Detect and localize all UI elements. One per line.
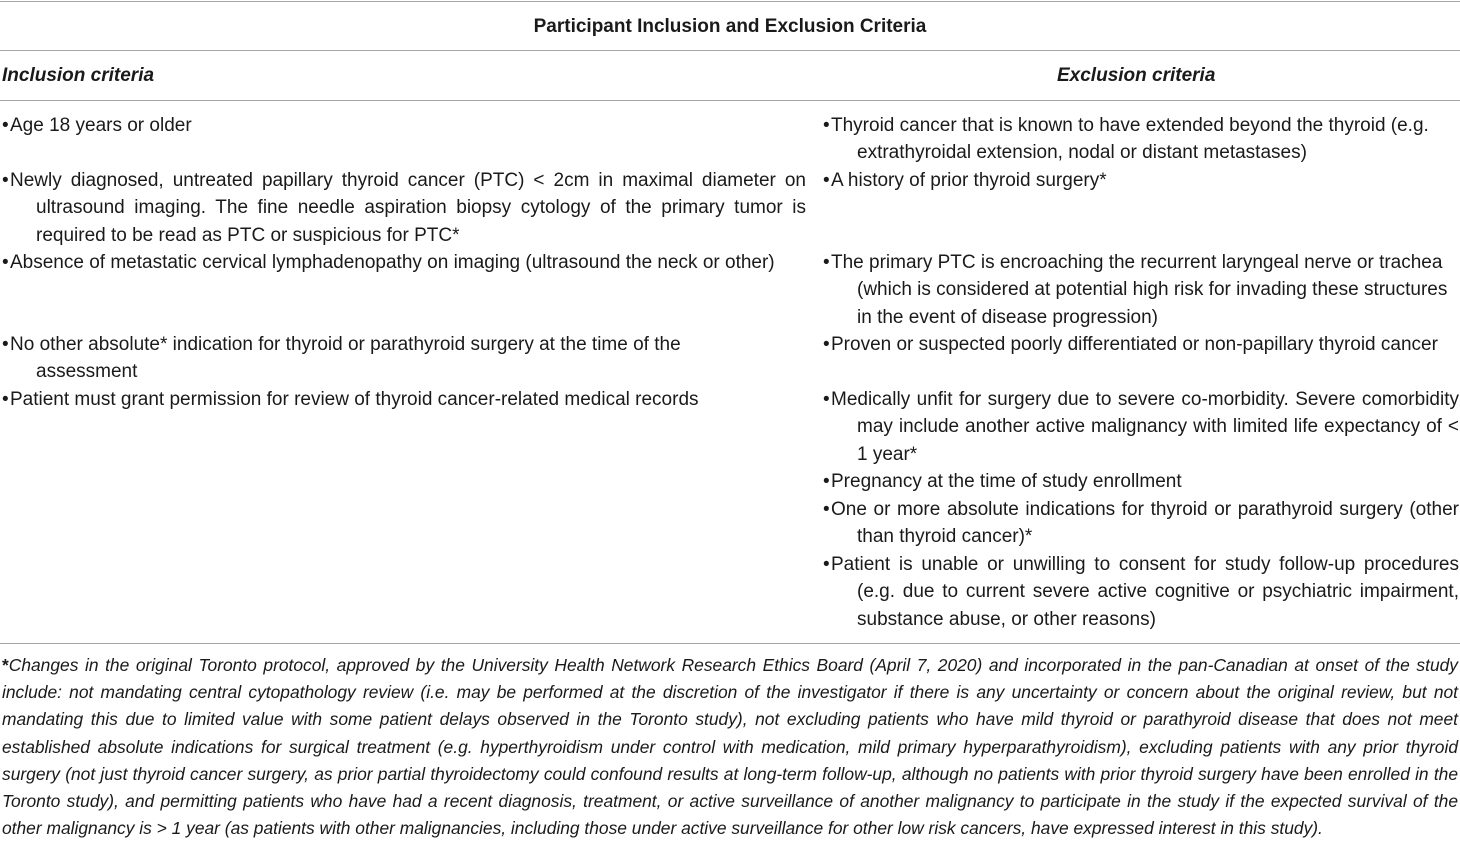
exclusion-item: [823, 496, 1459, 551]
inclusion-item-text: No other absolute* indication for thyroid or parathyroid surgery at the time of the assessment: [10, 334, 681, 383]
exclusion-item: [823, 386, 1459, 468]
exclusion-item-text: A history of prior thyroid surgery*: [831, 170, 1107, 191]
top-rule: [0, 1, 1460, 2]
exclusion-item-text: Pregnancy at the time of study enrollment: [831, 471, 1182, 492]
exclusion-item-text: Thyroid cancer that is known to have extended beyond the thyroid (e.g. extrathyroidal extension, nodal or distant metastases): [831, 115, 1429, 164]
bullet: •: [823, 499, 830, 520]
exclusion-item: [823, 167, 1459, 194]
title-rule: [0, 50, 1460, 51]
exclusion-item-text: One or more absolute indications for thyroid or parathyroid surgery (other than thyroid cancer)*: [831, 499, 1459, 548]
inclusion-item-text: Newly diagnosed, untreated papillary thyroid cancer (PTC) < 2cm in maximal diameter on ultrasound imaging. The fine needle aspiration biopsy cytology of the primary tumor is required to be read as PTC or suspicious for PTC*: [10, 170, 806, 246]
bullet: •: [823, 389, 830, 410]
header-rule: [0, 100, 1460, 101]
inclusion-item-text: Patient must grant permission for review of thyroid cancer-related medical records: [10, 389, 699, 410]
footnote-marker: *: [2, 655, 9, 675]
inclusion-header: Inclusion criteria: [2, 65, 155, 86]
bullet: •: [823, 252, 830, 273]
exclusion-item-text: The primary PTC is encroaching the recurrent laryngeal nerve or trachea (which is considered at potential high risk for invading these structures in the event of disease progression): [831, 252, 1448, 328]
inclusion-item: [2, 112, 806, 139]
bullet: •: [823, 554, 830, 575]
footnote-rule: [0, 643, 1460, 644]
bullet: •: [2, 170, 9, 191]
inclusion-item: [2, 167, 806, 249]
exclusion-item: [823, 551, 1459, 633]
exclusion-item-text: Proven or suspected poorly differentiated or non-papillary thyroid cancer: [831, 334, 1438, 355]
table-footnote: [2, 652, 1458, 842]
exclusion-item: [823, 112, 1459, 167]
bullet: •: [823, 115, 830, 136]
bullet: •: [2, 252, 9, 273]
exclusion-item-text: Medically unfit for surgery due to severe co-morbidity. Severe comorbidity may include another active malignancy with limited life expectancy of < 1 year*: [831, 389, 1459, 465]
footnote-text: Changes in the original Toronto protocol, approved by the University Health Network Research Ethics Board (April 7, 2020) and incorporated in the pan-Canadian at onset of the study include: not mandating central cytopathology review (i.e. may be performed at the discretion of the investigator if there is any uncertainty or concern about the original review, but not mandating this due to limited value with some patient delays observed in the Toronto study), not excluding patients who have mild thyroid or parathyroid disease that does not meet established absolute indications for surgical treatment (e.g. hyperthyroidism under control with medication, mild primary hyperparathyroidism), excluding patients with any prior thyroid surgery (not just thyroid cancer surgery, as prior partial thyroidectomy could confound results at long-term follow-up, although no patients with prior thyroid surgery have been enrolled in the Toronto study), and permitting patients who have had a recent diagnosis, treatment, or active surveillance of another malignancy to participate in the study if the expected survival of the other malignancy is > 1 year (as patients with other malignancies, including those under active surveillance for other low risk cancers, have expressed interest in this study).: [2, 655, 1458, 839]
inclusion-item-text: Age 18 years or older: [10, 115, 192, 136]
exclusion-item: [823, 468, 1459, 495]
exclusion-item-text: Patient is unable or unwilling to consent for study follow-up procedures (e.g. due to current severe active cognitive or psychiatric impairment, substance abuse, or other reasons): [831, 554, 1459, 630]
bullet: •: [2, 115, 9, 136]
bullet: •: [2, 389, 9, 410]
inclusion-item: [2, 331, 692, 386]
bullet: •: [823, 471, 830, 492]
bullet: •: [2, 334, 9, 355]
exclusion-item: [823, 249, 1459, 331]
exclusion-header: Exclusion criteria: [1057, 65, 1216, 86]
bullet: •: [823, 170, 830, 191]
table-title: Participant Inclusion and Exclusion Criteria: [533, 16, 927, 37]
inclusion-item: [2, 386, 806, 413]
bullet: •: [823, 334, 830, 355]
inclusion-item: [2, 249, 806, 276]
inclusion-item-text: Absence of metastatic cervical lymphadenopathy on imaging (ultrasound the neck or other): [10, 252, 775, 273]
exclusion-item: [823, 331, 1459, 358]
